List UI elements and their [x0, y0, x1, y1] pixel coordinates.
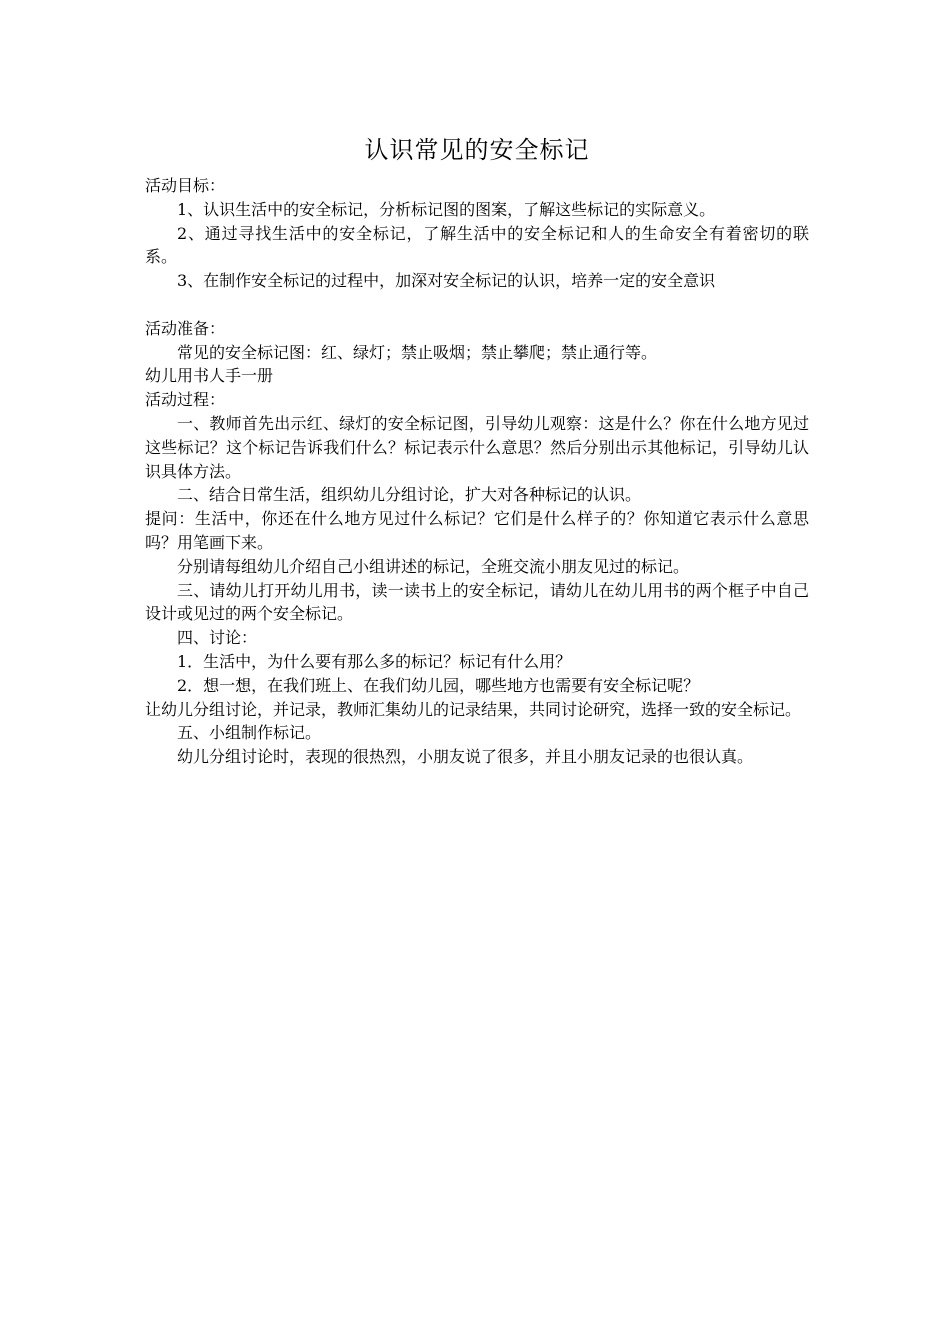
process-step-5: 五、小组制作标记。 — [177, 723, 322, 743]
process-step-4-question-2: 2．想一想，在我们班上、在我们幼儿园，哪些地方也需要有安全标记呢？ — [177, 675, 700, 695]
process-step-2: 二、结合日常生活，组织幼儿分组讨论，扩大对各种标记的认识。 — [177, 485, 642, 505]
process-step-3: 三、请幼儿打开幼儿用书，读一读书上的安全标记，请幼儿在幼儿用书的两个框子中自己设计或见过的两个安全标记。 — [145, 580, 809, 624]
prep-item-1: 常见的安全标记图：红、绿灯；禁止吸烟；禁止攀爬；禁止通行等。 — [177, 342, 658, 362]
process-step-2-share: 分别请每组幼儿介绍自己小组讲述的标记，全班交流小朋友见过的标记。 — [177, 556, 690, 576]
goal-item-1: 1、认识生活中的安全标记，分析标记图的图案，了解这些标记的实际意义。 — [177, 199, 716, 219]
goals-heading: 活动目标： — [145, 176, 226, 195]
process-step-4-question-1: 1．生活中，为什么要有那么多的标记？标记有什么用？ — [177, 651, 572, 671]
prep-heading: 活动准备： — [145, 318, 226, 338]
blank-line — [145, 293, 809, 317]
document-page — [145, 128, 809, 769]
goal-item-3: 3、在制作安全标记的过程中，加深对安全标记的认识，培养一定的安全意识 — [177, 271, 716, 291]
prep-book: 幼儿用书人手一册 — [145, 366, 274, 386]
process-step-4: 四、讨论： — [177, 628, 258, 648]
process-heading: 活动过程： — [145, 390, 226, 410]
process-step-1: 一、教师首先出示红、绿灯的安全标记图，引导幼儿观察：这是什么？你在什么地方见过这些标记？这个标记告诉我们什么？标记表示什么意思？然后分别出示其他标记，引导幼儿认识具体方法。 — [145, 413, 809, 481]
process-step-4-note: 让幼儿分组讨论，并记录，教师汇集幼儿的记录结果，共同讨论研究，选择一致的安全标记。 — [145, 699, 802, 719]
document-title: 认识常见的安全标记 — [364, 136, 590, 164]
goal-item-2: 2、通过寻找生活中的安全标记，了解生活中的安全标记和人的生命安全有着密切的联系。 — [145, 223, 809, 267]
process-step-2-question: 提问：生活中，你还在什么地方见过什么标记？它们是什么样子的？你知道它表示什么意思吗？用笔画下来。 — [145, 509, 809, 552]
reflection-paragraph: 幼儿分组讨论时，表现的很热烈，小朋友说了很多，并且小朋友记录的也很认真。 — [177, 747, 754, 767]
